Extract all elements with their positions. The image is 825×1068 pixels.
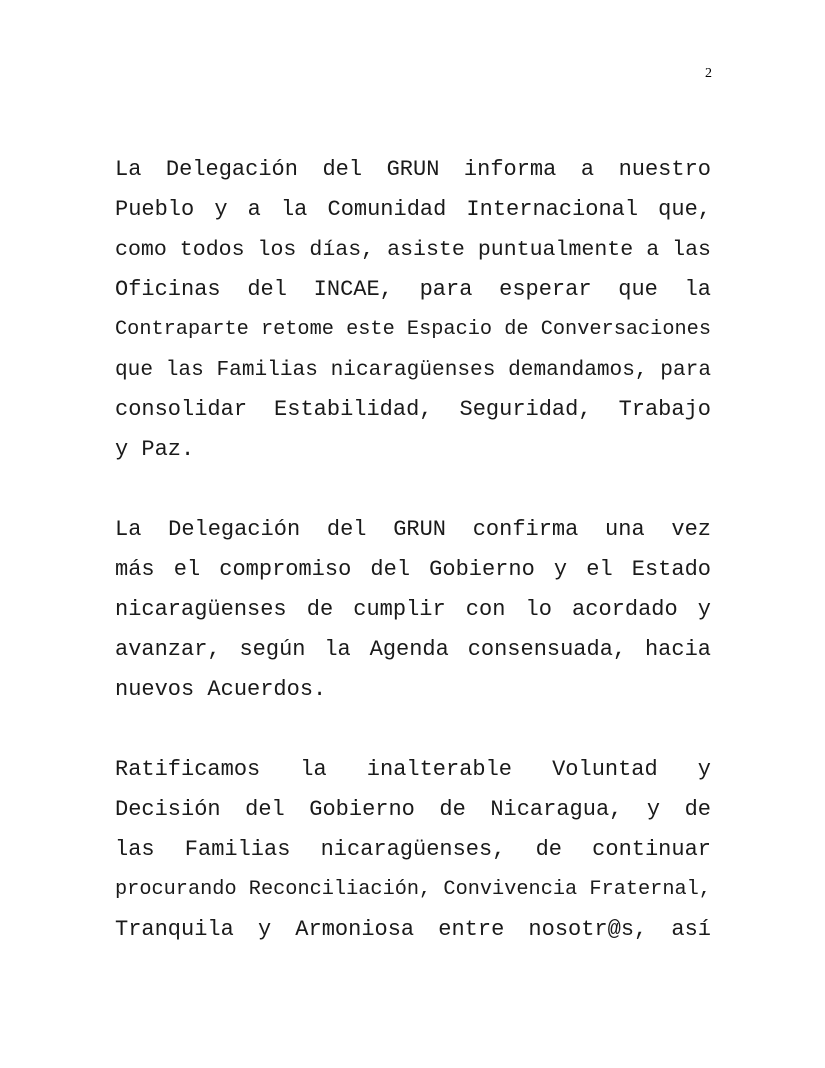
text-line: La Delegación del GRUN informa a nuestro xyxy=(115,157,711,182)
text-line: avanzar, según la Agenda consensuada, hacia xyxy=(115,637,711,662)
text-line: Oficinas del INCAE, para esperar que la xyxy=(115,277,711,302)
text-line: y Paz. xyxy=(115,437,195,462)
paragraph xyxy=(115,150,711,470)
text-line: consolidar Estabilidad, Seguridad, Trabajo xyxy=(115,397,711,422)
text-line: procurando Reconciliación, Convivencia Fraternal, xyxy=(115,878,711,901)
paragraph-spacer xyxy=(115,710,711,750)
paragraph xyxy=(115,750,711,950)
paragraph xyxy=(115,510,711,710)
text-line: Ratificamos la inalterable Voluntad y xyxy=(115,757,711,782)
text-line: Tranquila y Armoniosa entre nosotr@s, así xyxy=(115,917,711,942)
text-line: como todos los días, asiste puntualmente a las xyxy=(115,238,711,262)
text-line: más el compromiso del Gobierno y el Estado xyxy=(115,557,711,582)
page-number: 2 xyxy=(705,66,712,81)
text-line: que las Familias nicaragüenses demandamos, para xyxy=(115,358,711,382)
text-line: Contraparte retome este Espacio de Conversaciones xyxy=(115,318,711,341)
text-line: Pueblo y a la Comunidad Internacional que, xyxy=(115,197,711,222)
text-line: Decisión del Gobierno de Nicaragua, y de xyxy=(115,797,711,822)
text-line: nicaragüenses de cumplir con lo acordado y xyxy=(115,597,711,622)
text-line: las Familias nicaragüenses, de continuar xyxy=(115,837,711,862)
text-line: nuevos Acuerdos. xyxy=(115,677,327,702)
paragraph-spacer xyxy=(115,470,711,510)
text-line: La Delegación del GRUN confirma una vez xyxy=(115,517,711,542)
document-body xyxy=(115,150,711,950)
